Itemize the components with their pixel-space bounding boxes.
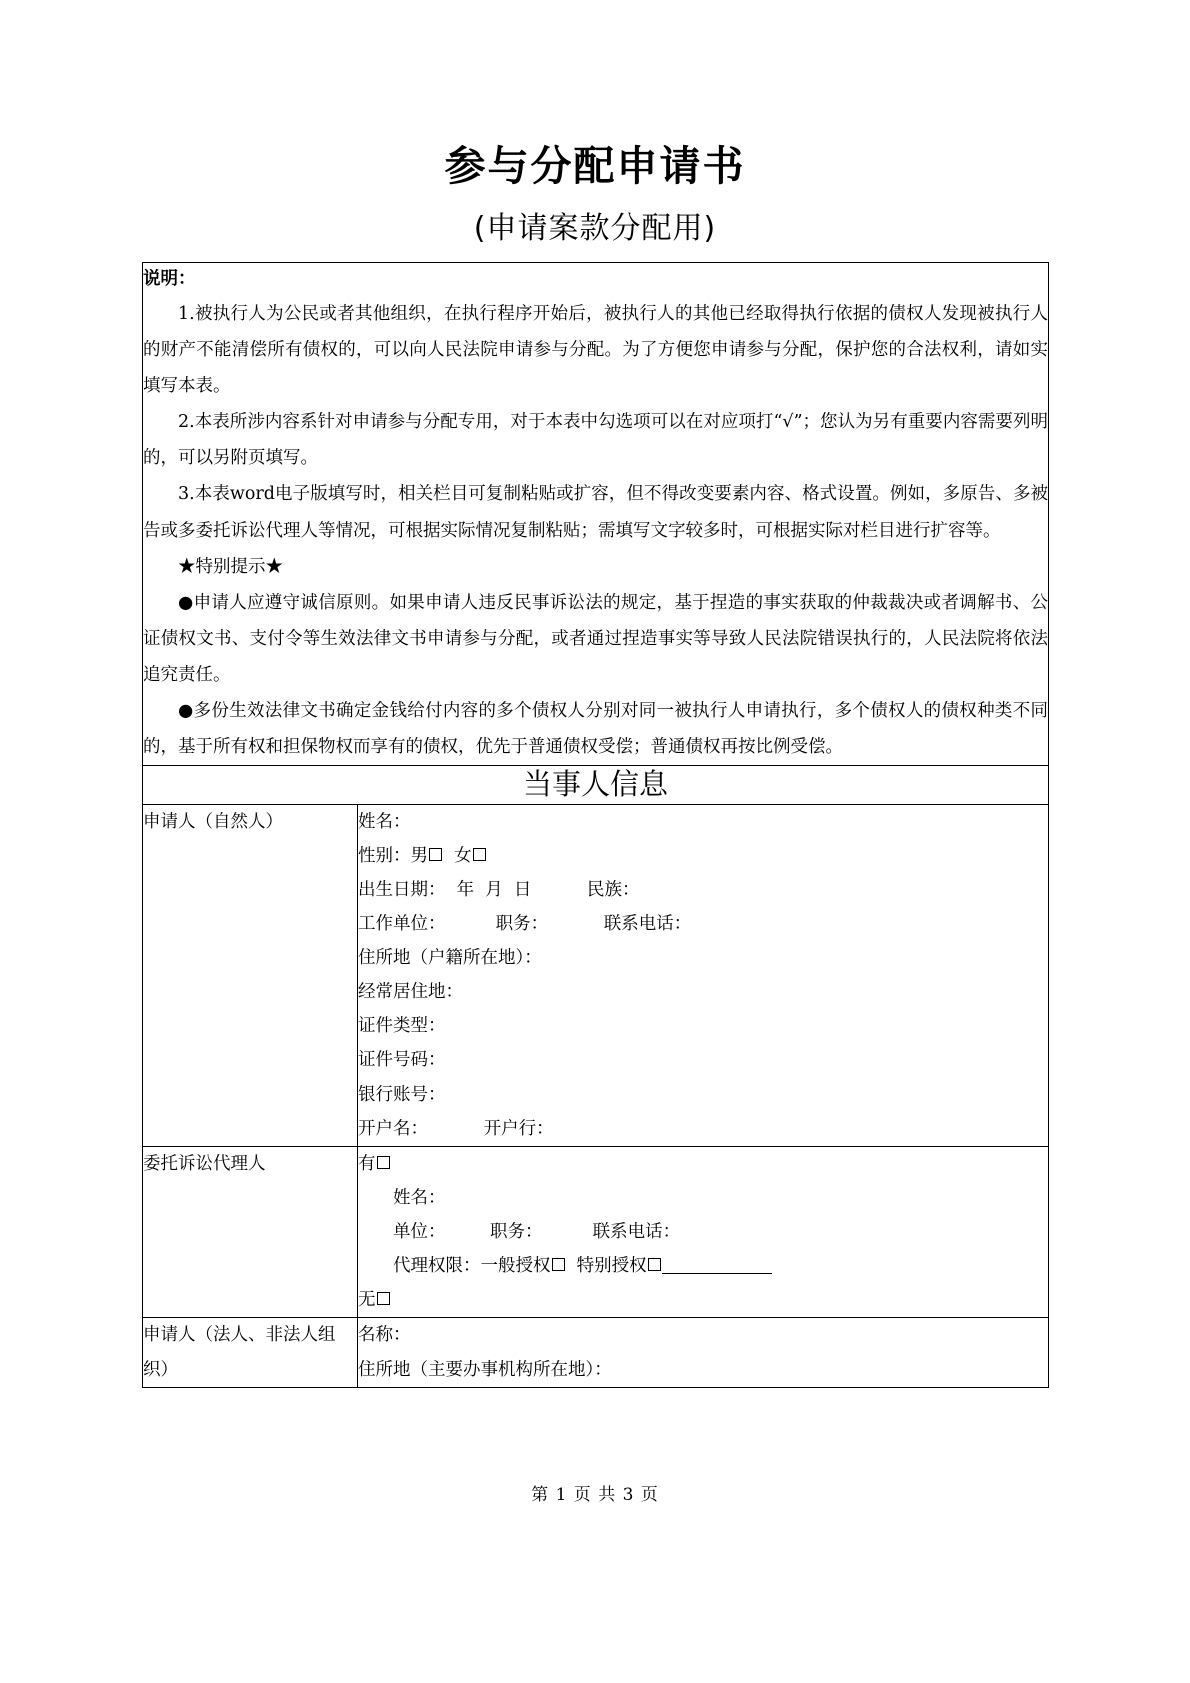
table-row-section-banner <box>143 765 1049 804</box>
table-row-applicant-legal <box>143 1318 1049 1387</box>
section-header-party-info: 当事人信息 <box>143 765 1049 804</box>
note-paragraph-2: 2.本表所涉内容系针对申请参与分配专用，对于本表中勾选项可以在对应项打“√”；您认为另有重要内容需要列明的，可以另附页填写。 <box>143 412 1049 469</box>
checkbox-general-authorization[interactable] <box>552 1258 565 1271</box>
field-agent-name[interactable]: 姓名： <box>393 1187 446 1208</box>
field-name[interactable]: 姓名： <box>358 811 411 832</box>
row-label-agent: 委托诉讼代理人 <box>143 1146 358 1318</box>
page-title: 参与分配申请书 <box>444 142 746 190</box>
field-gender[interactable]: 性别：男 女 <box>358 839 1048 873</box>
table-row-agent <box>143 1146 1049 1318</box>
notes-cell <box>143 263 1049 766</box>
note-bullet-1: ●申请人应遵守诚信原则。如果申请人违反民事诉讼法的规定，基于捏造的事实获取的仲裁裁决或者调解书、公证债权文书、支付令等生效法律文书申请参与分配，或者通过捏造事实等导致人民法院错误执行的，人民法院将依法追究责任。 <box>143 592 1049 685</box>
checkbox-male[interactable] <box>429 848 442 861</box>
special-authorization-blank[interactable] <box>662 1273 772 1274</box>
page-subtitle: (申请案款分配用) <box>473 211 717 247</box>
page-footer: 第 1 页 共 3 页 <box>531 1485 659 1505</box>
field-domicile[interactable]: 住所地（户籍所在地）： <box>358 948 542 969</box>
field-agent-unit-position-phone[interactable]: 单位： 职务： 联系电话： <box>393 1222 681 1243</box>
table-row-notes <box>143 263 1049 766</box>
field-id-number[interactable]: 证件号码： <box>358 1050 446 1071</box>
row-fields-applicant-legal <box>358 1318 1049 1387</box>
note-paragraph-3: 3.本表word电子版填写时，相关栏目可复制粘贴或扩容，但不得改变要素内容、格式设置。例如，多原告、多被告或多委托诉讼代理人等情况，可根据实际情况复制粘贴；需填写文字较多时，可根据实际对栏目进行扩容等。 <box>143 484 1049 541</box>
field-habitual-residence[interactable]: 经常居住地： <box>358 982 463 1003</box>
checkbox-female[interactable] <box>473 848 486 861</box>
field-agent-none[interactable]: 无 <box>358 1283 1048 1317</box>
field-employer-position-phone[interactable]: 工作单位： 职务： 联系电话： <box>358 913 692 934</box>
field-account-name-bank[interactable]: 开户名： 开户行： <box>358 1118 554 1139</box>
field-id-type[interactable]: 证件类型： <box>358 1016 446 1037</box>
row-label-applicant-natural: 申请人（自然人） <box>143 804 358 1146</box>
row-label-applicant-legal: 申请人（法人、非法人组织） <box>143 1318 358 1387</box>
checkbox-agent-no[interactable] <box>377 1292 390 1305</box>
row-fields-applicant-natural <box>358 804 1049 1146</box>
checkbox-special-authorization[interactable] <box>648 1258 661 1271</box>
row-fields-agent <box>358 1146 1049 1318</box>
field-birthdate-ethnicity[interactable]: 出生日期： 年 月 日 民族： <box>358 879 640 900</box>
note-paragraph-1: 1.被执行人为公民或者其他组织，在执行程序开始后，被执行人的其他已经取得执行依据的债权人发现被执行人的财产不能清偿所有债权的，可以向人民法院申请参与分配。为了方便您申请参与分配，保护您的合法权利，请如实填写本表。 <box>143 304 1049 397</box>
note-bullet-2: ●多份生效法律文书确定金钱给付内容的多个债权人分别对同一被执行人申请执行，多个债权人的债权种类不同的，基于所有权和担保物权而享有的债权，优先于普通债权受偿；普通债权再按比例受偿。 <box>143 700 1049 757</box>
field-agent-has[interactable]: 有 <box>358 1147 1048 1181</box>
field-org-name[interactable]: 名称： <box>358 1325 411 1346</box>
note-special-tip-heading: ★特别提示★ <box>178 556 283 577</box>
notes-heading: 说明： <box>143 269 196 289</box>
checkbox-agent-yes[interactable] <box>377 1156 390 1169</box>
field-agent-authority[interactable]: 代理权限：一般授权 特别授权 <box>358 1249 1048 1283</box>
field-org-domicile[interactable]: 住所地（主要办事机构所在地）： <box>358 1359 612 1380</box>
form-table <box>142 262 1049 1388</box>
field-bank-account[interactable]: 银行账号： <box>358 1084 446 1105</box>
table-row-applicant-natural <box>143 804 1049 1146</box>
